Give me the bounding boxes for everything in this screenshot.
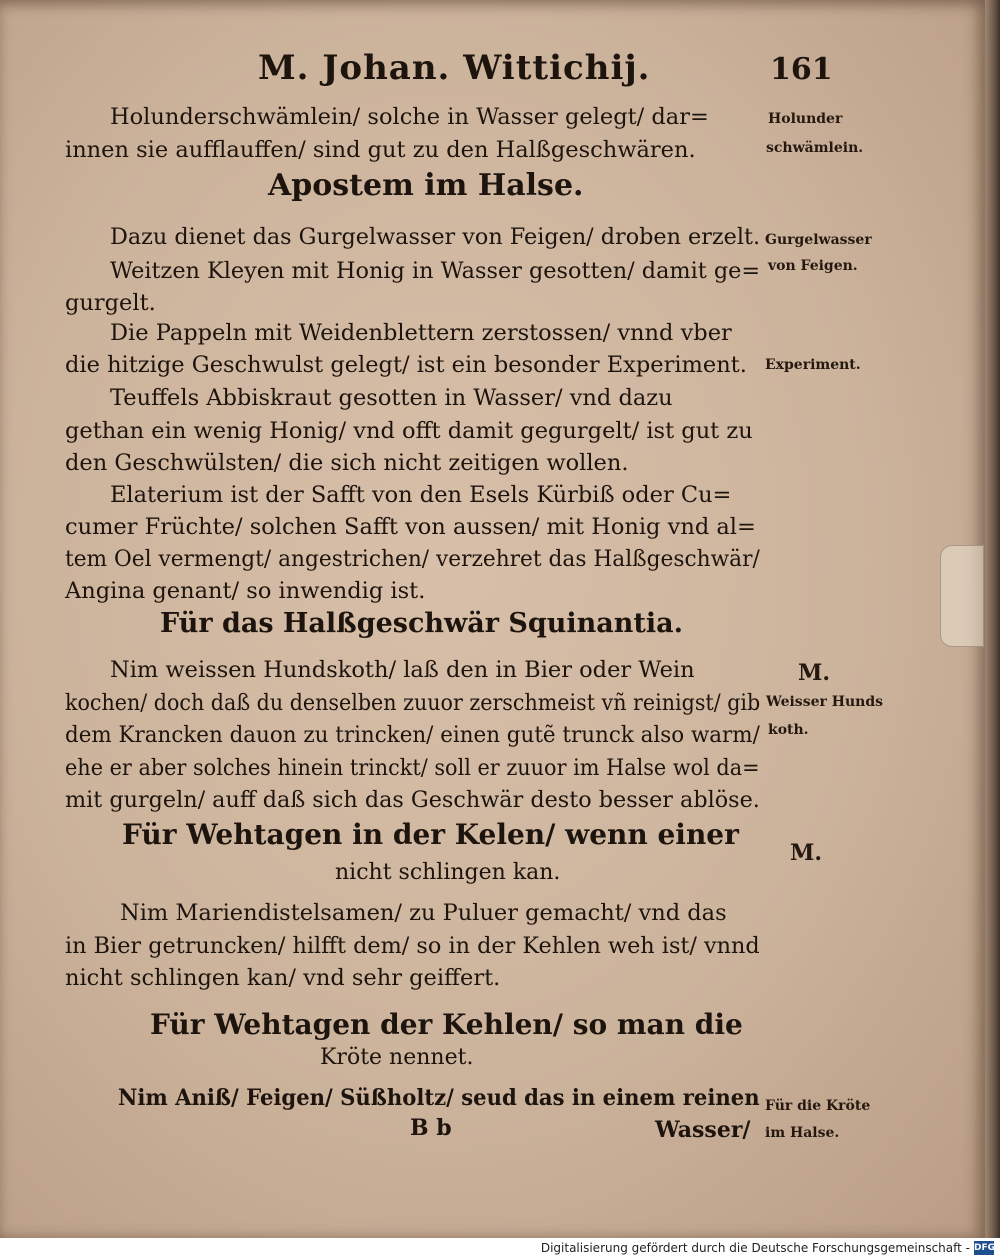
section-heading: Für Wehtagen der Kehlen/ so man die (150, 1008, 743, 1041)
text-line: Nim Mariendistelsamen/ zu Puluer gemacht/ vnd das (120, 900, 727, 926)
margin-note: Holunder (768, 111, 843, 127)
margin-note: Weisser Hunds (766, 694, 883, 710)
text-line: nicht schlingen kan/ vnd sehr geiffert. (65, 965, 501, 991)
text-line: Die Pappeln mit Weidenblettern zerstossen/ vnnd vber (110, 320, 732, 346)
margin-note: Experiment. (765, 357, 861, 373)
margin-note: Für die Kröte (765, 1098, 871, 1114)
text-line: cumer Früchte/ solchen Safft von aussen/ mit Honig vnd al= (65, 514, 756, 540)
text-line: Holunderschwämlein/ solche in Wasser gelegt/ dar= (110, 104, 709, 130)
catchword: Wasser/ (655, 1117, 751, 1143)
text-line: kochen/ doch daß du denselben zuuor zerschmeist vñ reinigst/ gib (65, 690, 761, 716)
section-heading: Für das Halßgeschwär Squinantia. (160, 608, 684, 639)
text-line: gethan ein wenig Honig/ vnd offt damit gegurgelt/ ist gut zu (65, 418, 753, 444)
text-line: Nim weissen Hundskoth/ laß den in Bier oder Wein (110, 657, 695, 683)
text-line: gurgelt. (65, 290, 156, 316)
page-edge (985, 0, 1000, 1238)
running-head: M. Johan. Wittichij. (258, 48, 651, 88)
text-line: ehe er aber solches hinein trinckt/ soll er zuuor im Halse wol da= (65, 755, 760, 781)
text-line: tem Oel vermengt/ angestrichen/ verzehret das Halßgeschwär/ (65, 546, 760, 572)
page-number: 161 (770, 52, 833, 87)
text-line: mit gurgeln/ auff daß sich das Geschwär desto besser ablöse. (65, 787, 760, 813)
margin-note: koth. (768, 722, 809, 738)
text-line: die hitzige Geschwulst gelegt/ ist ein besonder Experiment. (65, 352, 747, 378)
margin-note: schwämlein. (766, 140, 864, 156)
footer-bar (0, 1238, 1000, 1260)
margin-note: im Halse. (765, 1125, 840, 1141)
text-line: dem Krancken dauon zu trincken/ einen gutẽ trunck also warm/ (65, 722, 760, 748)
section-subheading: Kröte nennet. (320, 1045, 474, 1070)
margin-note: M. (798, 660, 831, 686)
text-line: Elaterium ist der Safft von den Esels Kürbiß oder Cu= (110, 482, 732, 508)
margin-note: M. (790, 840, 823, 866)
text-line: Angina genant/ so inwendig ist. (65, 578, 426, 604)
section-heading: Apostem im Halse. (268, 168, 584, 203)
text-line: Nim Aniß/ Feigen/ Süßholtz/ seud das in einem reinen (118, 1085, 760, 1111)
footer-credit: Digitalisierung gefördert durch die Deutsche Forschungsgemeinschaft - (540, 1241, 970, 1255)
margin-note: Gurgelwasser (765, 232, 872, 248)
dfg-logo-icon: DFG (974, 1243, 996, 1253)
text-line: innen sie aufflauffen/ sind gut zu den Halßgeschwären. (65, 137, 696, 163)
signature-mark: B b (410, 1115, 452, 1141)
section-subheading: nicht schlingen kan. (335, 860, 561, 885)
bookmark-tab (940, 545, 984, 647)
text-line: Dazu dienet das Gurgelwasser von Feigen/ droben erzelt. (110, 224, 761, 250)
section-heading: Für Wehtagen in der Kelen/ wenn einer (122, 818, 739, 851)
text-line: Weitzen Kleyen mit Honig in Wasser gesotten/ damit ge= (110, 258, 761, 284)
margin-note: von Feigen. (768, 258, 858, 274)
text-line: Teuffels Abbiskraut gesotten in Wasser/ vnd dazu (110, 385, 673, 411)
text-line: den Geschwülsten/ die sich nicht zeitigen wollen. (65, 450, 629, 476)
text-line: in Bier getruncken/ hilfft dem/ so in der Kehlen weh ist/ vnnd (65, 933, 760, 959)
